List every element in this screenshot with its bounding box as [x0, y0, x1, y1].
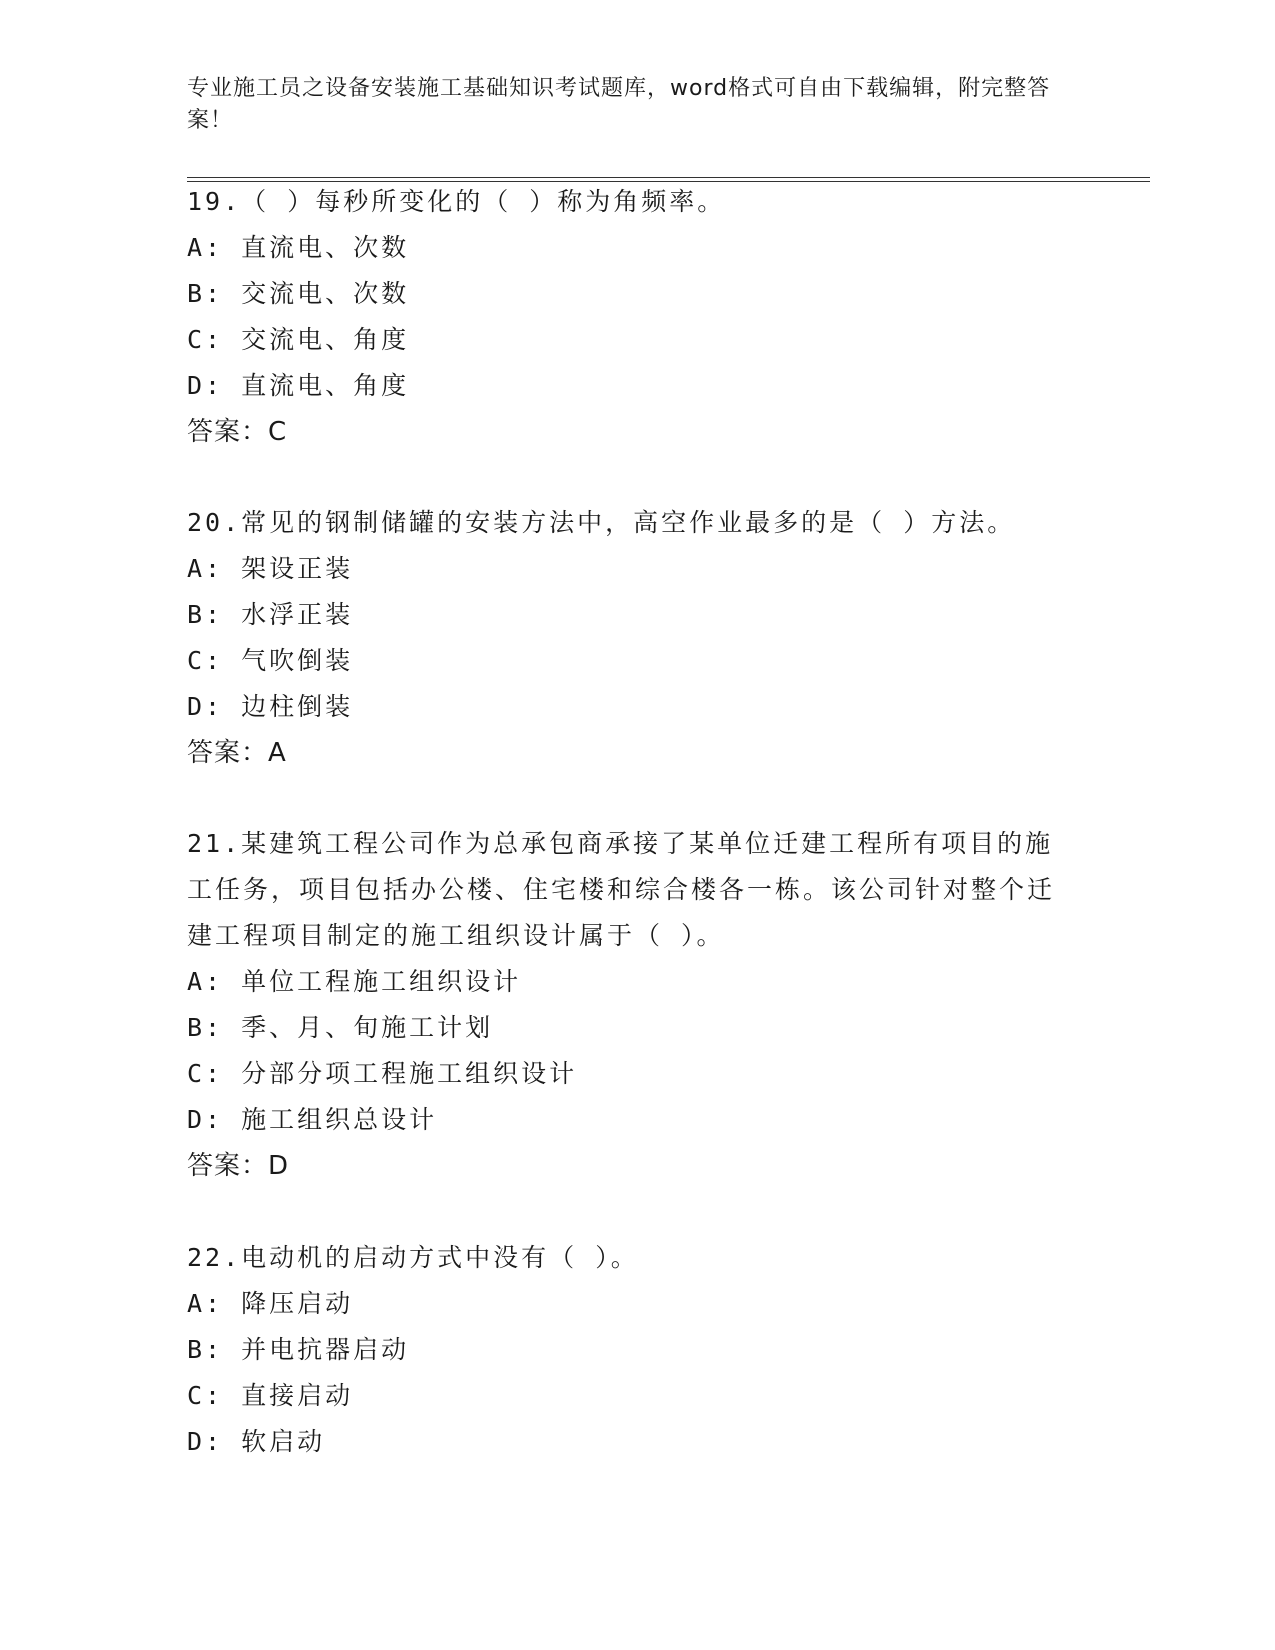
- question-stem: 21.某建筑工程公司作为总承包商承接了某单位迁建工程所有项目的施工任务，项目包括办公楼、住宅楼和综合楼各一栋。该公司针对整个迁建工程项目制定的施工组织设计属于（ ）。: [187, 829, 1056, 950]
- question-stem: 20.常见的钢制储罐的安装方法中，高空作业最多的是（ ）方法。: [187, 508, 1016, 537]
- question-20: [187, 500, 1087, 776]
- answer-label: 答案：D: [187, 1151, 290, 1181]
- option-d: D: 边柱倒装: [187, 692, 354, 721]
- option-c: C: 分部分项工程施工组织设计: [187, 1059, 578, 1088]
- option-a: A: 直流电、次数: [187, 233, 410, 262]
- document-header: 专业施工员之设备安装施工基础知识考试题库，word格式可自由下载编辑，附完整答案！: [187, 76, 1051, 133]
- option-b: B: 水浮正装: [187, 600, 354, 629]
- option-d: D: 软启动: [187, 1427, 326, 1456]
- question-21: [187, 821, 1067, 1189]
- question-19: [187, 179, 1087, 455]
- option-c: C: 气吹倒装: [187, 646, 354, 675]
- option-b: B: 并电抗器启动: [187, 1335, 410, 1364]
- option-b: B: 交流电、次数: [187, 279, 410, 308]
- question-stem: 19.（ ）每秒所变化的（ ）称为角频率。: [187, 187, 726, 216]
- option-c: C: 交流电、角度: [187, 325, 410, 354]
- option-b: B: 季、月、旬施工计划: [187, 1013, 494, 1042]
- answer-label: 答案：C: [187, 417, 288, 447]
- option-d: D: 施工组织总设计: [187, 1105, 438, 1134]
- option-d: D: 直流电、角度: [187, 371, 410, 400]
- option-a: A: 单位工程施工组织设计: [187, 967, 522, 996]
- question-22: [187, 1235, 1087, 1465]
- answer-label: 答案：A: [187, 738, 287, 768]
- option-a: A: 架设正装: [187, 554, 354, 583]
- option-a: A: 降压启动: [187, 1289, 354, 1318]
- question-stem: 22.电动机的启动方式中没有（ ）。: [187, 1243, 639, 1272]
- option-c: C: 直接启动: [187, 1381, 354, 1410]
